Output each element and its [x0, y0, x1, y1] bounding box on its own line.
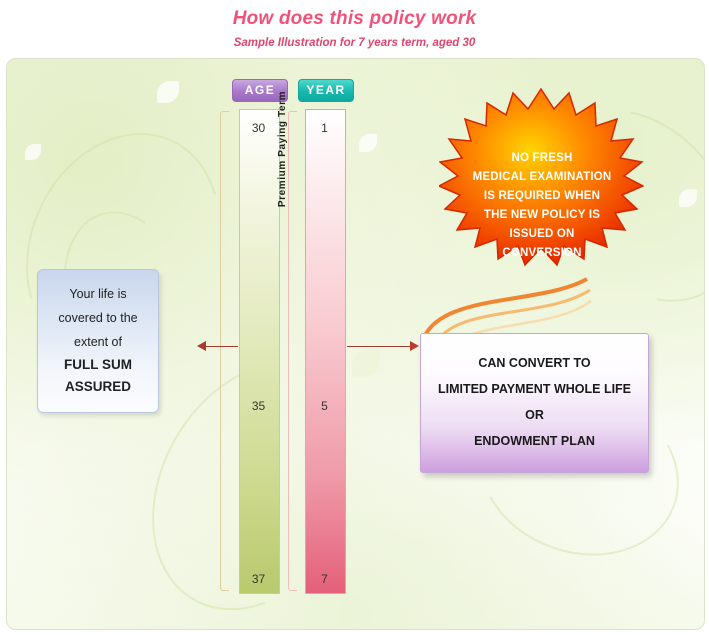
age-bottom-value: 37	[251, 572, 266, 586]
left-box-line-5: ASSURED	[64, 379, 131, 394]
page-title: How does this policy work	[232, 8, 477, 29]
decorative-leaf	[25, 144, 41, 160]
left-box-line-3: extent of	[74, 335, 122, 349]
right-box-line-2: LIMITED PAYMENT WHOLE LIFE	[437, 382, 632, 396]
burst-line-5: ISSUED ON	[509, 228, 575, 240]
diagram-canvas	[6, 58, 705, 630]
decorative-leaf	[352, 349, 380, 377]
left-box-line-1: Your life is	[69, 287, 127, 301]
left-arrow-shaft	[204, 346, 238, 347]
burst-text	[461, 149, 623, 263]
right-box-line-3: OR	[525, 408, 544, 422]
conversion-options-box	[420, 333, 649, 473]
page-subtitle: Sample Illustration for 7 years term, aged 30	[233, 37, 476, 49]
age-gradient-bar	[239, 109, 280, 594]
decorative-leaf	[359, 134, 377, 152]
burst-line-6: CONVERSION	[502, 247, 582, 259]
right-box-line-4: ENDOWMENT PLAN	[474, 434, 595, 448]
age-top-value: 30	[251, 121, 266, 135]
left-box-line-4: FULL SUM	[64, 357, 132, 372]
left-arrow-icon	[197, 341, 206, 351]
age-column-bracket	[220, 111, 229, 591]
age-pill-label: AGE	[232, 79, 288, 102]
year-pill-label: YEAR	[298, 79, 354, 102]
decorative-leaf	[157, 81, 179, 103]
year-gradient-bar	[305, 109, 346, 594]
no-fresh-medical-burst	[439, 87, 644, 307]
age-mid-value: 35	[251, 399, 266, 413]
left-box-line-2: covered to the	[58, 311, 138, 325]
burst-line-4: THE NEW POLICY IS	[483, 209, 601, 221]
premium-paying-term-label: Premium Paying Term	[277, 90, 288, 208]
full-sum-assured-box	[37, 269, 159, 413]
burst-line-1: NO FRESH	[511, 152, 573, 164]
burst-line-3: IS REQUIRED WHEN	[483, 190, 601, 202]
burst-line-2: MEDICAL EXAMINATION	[472, 171, 612, 183]
year-bottom-value: 7	[321, 572, 328, 586]
year-column-bracket	[288, 111, 297, 591]
page-header	[0, 0, 709, 49]
right-box-line-1: CAN CONVERT TO	[478, 356, 591, 370]
year-top-value: 1	[321, 121, 328, 135]
year-mid-value: 5	[321, 399, 328, 413]
